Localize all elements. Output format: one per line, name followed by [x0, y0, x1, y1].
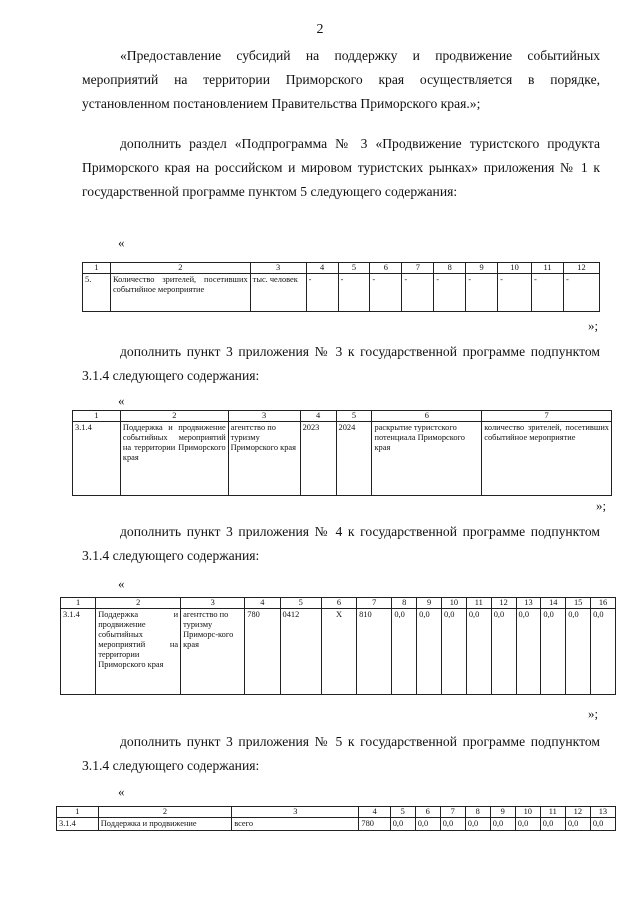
table-cell: 0,0 — [415, 818, 440, 831]
table-cell: - — [466, 274, 498, 312]
header-cell: 11 — [540, 807, 565, 818]
table-cell: 0,0 — [515, 818, 540, 831]
header-cell: 6 — [415, 807, 440, 818]
table-cell: 0,0 — [417, 609, 442, 695]
header-cell: 7 — [440, 807, 465, 818]
table-row — [57, 818, 616, 831]
table-row — [73, 422, 612, 496]
close-quote: »; — [596, 498, 607, 513]
close-quote: »; — [588, 318, 599, 333]
table-cell: - — [338, 274, 370, 312]
table-cell: 2023 — [300, 422, 336, 496]
header-cell: 6 — [370, 263, 402, 274]
header-cell: 11 — [466, 598, 491, 609]
paragraph-text: дополнить раздел «Подпрограмма № 3 «Продвижение туристского продукта Приморского края на российском и мировом туристских рынках» приложения № 1 к государственной программе пунктом 5 следующего содержания: — [82, 136, 600, 199]
header-cell: 13 — [516, 598, 541, 609]
table-cell: 3.1.4 — [61, 609, 96, 695]
table-appendix-4 — [60, 597, 616, 695]
table-header-row — [57, 807, 616, 818]
header-cell: 4 — [359, 807, 390, 818]
header-cell: 10 — [498, 263, 532, 274]
paragraph-subsidies — [82, 44, 600, 116]
header-cell: 6 — [372, 411, 482, 422]
header-cell: 8 — [392, 598, 417, 609]
header-cell: 4 — [306, 263, 338, 274]
header-cell: 13 — [590, 807, 615, 818]
header-cell: 10 — [442, 598, 467, 609]
header-cell: 5 — [336, 411, 372, 422]
table-cell: 0,0 — [490, 818, 515, 831]
header-cell: 2 — [120, 411, 228, 422]
table-cell: 0,0 — [565, 818, 590, 831]
table-cell: Поддержка и продвижение — [98, 818, 231, 831]
header-cell: 9 — [466, 263, 498, 274]
table-cell: Х — [321, 609, 356, 695]
table-cell: агентство по туризму Приморс-кого края — [181, 609, 245, 695]
table-row — [83, 274, 600, 312]
header-cell: 2 — [98, 807, 231, 818]
table-cell: раскрытие туристского потенциала Приморского края — [372, 422, 482, 496]
table-cell: 0412 — [280, 609, 321, 695]
open-quote: « — [118, 235, 125, 250]
header-cell: 8 — [434, 263, 466, 274]
table-cell: 0,0 — [566, 609, 591, 695]
table-header-row — [61, 598, 616, 609]
paragraph-amend-appendix-4 — [82, 520, 600, 568]
header-cell: 3 — [250, 263, 306, 274]
table-cell: 0,0 — [491, 609, 516, 695]
paragraph-text: дополнить пункт 3 приложения № 3 к государственной программе подпунктом 3.1.4 следующего содержания: — [82, 344, 600, 383]
header-cell: 14 — [541, 598, 566, 609]
header-cell: 16 — [591, 598, 616, 609]
table-cell: 780 — [359, 818, 390, 831]
table-cell: - — [306, 274, 338, 312]
paragraph-amend-appendix-3 — [82, 340, 600, 388]
header-cell: 9 — [490, 807, 515, 818]
table-appendix-3 — [72, 410, 612, 496]
header-cell: 1 — [83, 263, 111, 274]
header-cell: 12 — [563, 263, 599, 274]
table-cell: 0,0 — [440, 818, 465, 831]
header-cell: 5 — [390, 807, 415, 818]
table-appendix-1 — [82, 262, 600, 312]
header-cell: 7 — [402, 263, 434, 274]
table-cell: 780 — [245, 609, 280, 695]
table-cell: 810 — [357, 609, 392, 695]
header-cell: 7 — [482, 411, 612, 422]
header-cell: 2 — [96, 598, 181, 609]
table-cell: - — [532, 274, 564, 312]
table-cell: 0,0 — [516, 609, 541, 695]
page-number: 2 — [316, 22, 324, 37]
header-cell: 6 — [321, 598, 356, 609]
table-cell: 0,0 — [466, 609, 491, 695]
header-cell: 5 — [338, 263, 370, 274]
table-row — [61, 609, 616, 695]
table-cell: 0,0 — [390, 818, 415, 831]
table-cell: 0,0 — [540, 818, 565, 831]
header-cell: 9 — [417, 598, 442, 609]
header-cell: 4 — [300, 411, 336, 422]
open-quote: « — [118, 393, 125, 408]
table-cell: 0,0 — [442, 609, 467, 695]
paragraph-text: «Предоставление субсидий на поддержку и продвижение событийных мероприятий на территории Приморского края осуществляется в порядке, установленном постановлением Правительства Приморского края.»; — [82, 48, 600, 111]
header-cell: 12 — [565, 807, 590, 818]
table-cell: - — [370, 274, 402, 312]
table-cell: тыс. человек — [250, 274, 306, 312]
open-quote: « — [118, 784, 125, 799]
header-cell: 3 — [232, 807, 359, 818]
paragraph-text: дополнить пункт 3 приложения № 4 к государственной программе подпунктом 3.1.4 следующего содержания: — [82, 524, 600, 563]
table-appendix-5 — [56, 806, 616, 831]
table-cell: 0,0 — [465, 818, 490, 831]
close-quote: »; — [588, 706, 599, 721]
table-cell: 0,0 — [541, 609, 566, 695]
header-cell: 2 — [110, 263, 250, 274]
paragraph-amend-appendix-5 — [82, 730, 600, 778]
table-cell: - — [402, 274, 434, 312]
table-cell: 0,0 — [590, 818, 615, 831]
table-cell: Поддержка и продвижение событийных мероприятий на территории Приморского края — [96, 609, 181, 695]
open-quote: « — [118, 576, 125, 591]
header-cell: 5 — [280, 598, 321, 609]
header-cell: 4 — [245, 598, 280, 609]
header-cell: 3 — [228, 411, 300, 422]
header-cell: 1 — [61, 598, 96, 609]
table-cell: - — [498, 274, 532, 312]
table-cell: 5. — [83, 274, 111, 312]
table-cell: 0,0 — [392, 609, 417, 695]
header-cell: 8 — [465, 807, 490, 818]
table-cell: Поддержка и продвижение событийных мероприятий на территории Приморского края — [120, 422, 228, 496]
header-cell: 3 — [181, 598, 245, 609]
table-cell: - — [563, 274, 599, 312]
header-cell: 15 — [566, 598, 591, 609]
table-cell: Количество зрителей, посетивших событийное мероприятие — [110, 274, 250, 312]
paragraph-amend-appendix-1 — [82, 132, 600, 204]
table-header-row — [83, 263, 600, 274]
header-cell: 12 — [491, 598, 516, 609]
header-cell: 10 — [515, 807, 540, 818]
table-cell: 0,0 — [591, 609, 616, 695]
header-cell: 1 — [57, 807, 99, 818]
paragraph-text: дополнить пункт 3 приложения № 5 к государственной программе подпунктом 3.1.4 следующего содержания: — [82, 734, 600, 773]
table-header-row — [73, 411, 612, 422]
header-cell: 11 — [532, 263, 564, 274]
table-cell: агентство по туризму Приморского края — [228, 422, 300, 496]
header-cell: 1 — [73, 411, 121, 422]
table-cell: 3.1.4 — [57, 818, 99, 831]
table-cell: 2024 — [336, 422, 372, 496]
header-cell: 7 — [357, 598, 392, 609]
table-cell: 3.1.4 — [73, 422, 121, 496]
table-cell: количество зрителей, посетивших событийное мероприятие — [482, 422, 612, 496]
table-cell: всего — [232, 818, 359, 831]
table-cell: - — [434, 274, 466, 312]
